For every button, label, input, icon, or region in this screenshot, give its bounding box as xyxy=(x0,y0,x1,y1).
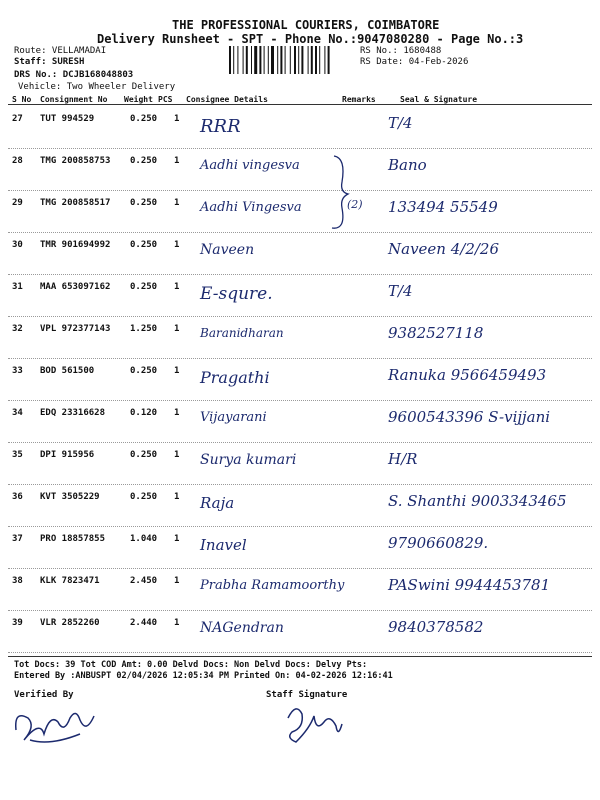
row-signature: 9790660829. xyxy=(388,534,489,552)
table-row xyxy=(8,274,592,317)
col-remarks: Remarks xyxy=(342,95,376,104)
staff-signature-label: Staff Signature xyxy=(266,690,348,700)
row-pcs: 1 xyxy=(174,534,180,544)
drs-number: DRS No.: DCJB168048803 xyxy=(14,70,134,80)
row-consignment-no: TMG 200858753 xyxy=(40,156,111,166)
row-signature: H/R xyxy=(388,450,418,468)
table-row xyxy=(8,484,592,527)
row-pcs: 1 xyxy=(174,492,180,502)
row-pcs: 1 xyxy=(174,450,180,460)
row-consignee-name: Vijayarani xyxy=(200,410,267,425)
row-sno: 36 xyxy=(12,492,23,502)
row-consignee-name: RRR xyxy=(200,116,241,137)
footer-totals: Tot Docs: 39 Tot COD Amt: 0.00 Delvd Docs: Non Delvd Docs: Delvy Pts: xyxy=(14,660,368,670)
row-weight: 0.250 xyxy=(130,492,158,502)
row-sno: 28 xyxy=(12,156,23,166)
table-row xyxy=(8,610,592,653)
row-sno: 38 xyxy=(12,576,23,586)
table-row xyxy=(8,190,592,233)
row-consignee-name: Raja xyxy=(200,494,235,512)
row-consignment-no: EDQ 23316628 xyxy=(40,408,106,418)
row-signature: T/4 xyxy=(388,282,413,300)
barcode-image xyxy=(229,46,357,74)
row-consignment-no: KVT 3505229 xyxy=(40,492,100,502)
row-weight: 0.250 xyxy=(130,240,158,250)
row-pcs: 1 xyxy=(174,198,180,208)
row-sno: 29 xyxy=(12,198,23,208)
row-sno: 37 xyxy=(12,534,23,544)
row-pcs: 1 xyxy=(174,156,180,166)
bracket-mark xyxy=(328,152,368,232)
runsheet-subtitle: Delivery Runsheet - SPT - Phone No.:9047080280 - Page No.:3 xyxy=(97,32,524,46)
row-consignment-no: TUT 994529 xyxy=(40,114,95,124)
row-sno: 30 xyxy=(12,240,23,250)
route-label: Route: VELLAMADAI xyxy=(14,46,107,56)
row-consignment-no: TMG 200858517 xyxy=(40,198,111,208)
table-row xyxy=(8,148,592,191)
row-consignment-no: PRO 18857855 xyxy=(40,534,106,544)
table-row xyxy=(8,316,592,359)
row-weight: 0.250 xyxy=(130,114,158,124)
header-divider xyxy=(8,104,592,105)
row-consignee-name: NAGendran xyxy=(200,620,284,636)
row-weight: 0.120 xyxy=(130,408,158,418)
verified-by-label: Verified By xyxy=(14,690,74,700)
row-weight: 1.040 xyxy=(130,534,158,544)
col-consignment: Consignment No xyxy=(40,95,108,104)
row-weight: 0.250 xyxy=(130,198,158,208)
row-consignment-no: DPI 915956 xyxy=(40,450,95,460)
row-signature: 9840378582 xyxy=(388,618,484,636)
row-consignment-no: VLR 2852260 xyxy=(40,618,100,628)
rs-date: RS Date: 04-Feb-2026 xyxy=(360,57,469,67)
row-sno: 27 xyxy=(12,114,23,124)
row-consignment-no: MAA 653097162 xyxy=(40,282,111,292)
table-row xyxy=(8,442,592,485)
row-pcs: 1 xyxy=(174,240,180,250)
row-pcs: 1 xyxy=(174,114,180,124)
row-weight: 1.250 xyxy=(130,324,158,334)
table-row xyxy=(8,400,592,443)
staff-label: Staff: SURESH xyxy=(14,57,85,67)
row-signature: Ranuka 9566459493 xyxy=(388,366,547,384)
row-weight: 2.440 xyxy=(130,618,158,628)
row-consignee-name: Naveen xyxy=(200,242,255,258)
row-signature: T/4 xyxy=(388,114,413,132)
row-signature: 133494 55549 xyxy=(388,198,498,216)
row-pcs: 1 xyxy=(174,576,180,586)
row-pcs: 1 xyxy=(174,366,180,376)
row-consignee-name: Aadhi Vingesva xyxy=(200,200,302,215)
row-pcs: 1 xyxy=(174,282,180,292)
table-row xyxy=(8,526,592,569)
row-sno: 31 xyxy=(12,282,23,292)
verified-signature xyxy=(10,700,100,750)
row-weight: 0.250 xyxy=(130,282,158,292)
row-consignment-no: KLK 7823471 xyxy=(40,576,100,586)
row-sno: 39 xyxy=(12,618,23,628)
vehicle-label: Vehicle: Two Wheeler Delivery xyxy=(18,82,176,92)
row-consignee-name: E-squre. xyxy=(200,284,273,304)
table-row xyxy=(8,568,592,611)
footer-entered: Entered By :ANBUSPT 02/04/2026 12:05:34 PM Printed On: 04-02-2026 12:16:41 xyxy=(14,671,393,681)
row-sno: 32 xyxy=(12,324,23,334)
row-consignee-name: Prabha Ramamoorthy xyxy=(200,578,345,593)
row-signature: Naveen 4/2/26 xyxy=(388,240,500,258)
footer-divider xyxy=(8,656,592,657)
row-sno: 33 xyxy=(12,366,23,376)
company-title: THE PROFESSIONAL COURIERS, COIMBATORE xyxy=(172,18,440,32)
row-signature: 9382527118 xyxy=(388,324,484,342)
row-signature: PASwini 9944453781 xyxy=(388,576,551,594)
row-signature: 9600543396 S-vijjani xyxy=(388,408,551,426)
row-consignee-name: Pragathi xyxy=(200,368,270,387)
row-consignee-name: Baranidharan xyxy=(200,326,284,340)
col-pcs: PCS xyxy=(158,95,173,104)
row-consignment-no: TMR 901694992 xyxy=(40,240,111,250)
row-pcs: 1 xyxy=(174,324,180,334)
row-consignee-name: Aadhi vingesva xyxy=(200,158,300,173)
table-row xyxy=(8,232,592,275)
rs-number: RS No.: 1680488 xyxy=(360,46,442,56)
row-consignee-name: Surya kumari xyxy=(200,452,297,468)
row-weight: 2.450 xyxy=(130,576,158,586)
staff-signature xyxy=(280,698,350,748)
row-weight: 0.250 xyxy=(130,156,158,166)
row-consignee-name: Inavel xyxy=(200,536,247,554)
row-consignment-no: BOD 561500 xyxy=(40,366,95,376)
row-consignment-no: VPL 972377143 xyxy=(40,324,111,334)
col-signature: Seal & Signature xyxy=(400,95,478,104)
row-pcs: 1 xyxy=(174,618,180,628)
col-consignee: Consignee Details xyxy=(186,95,268,104)
row-pcs: 1 xyxy=(174,408,180,418)
col-sno: S No xyxy=(12,95,32,104)
row-signature: S. Shanthi 9003343465 xyxy=(388,492,567,510)
row-signature: Bano xyxy=(388,156,427,174)
row-sno: 35 xyxy=(12,450,23,460)
table-row xyxy=(8,358,592,401)
table-row xyxy=(8,106,592,149)
col-weight: Weight xyxy=(124,95,153,104)
row-weight: 0.250 xyxy=(130,366,158,376)
remark-bracket-text: (2) xyxy=(347,198,363,211)
row-sno: 34 xyxy=(12,408,23,418)
row-weight: 0.250 xyxy=(130,450,158,460)
